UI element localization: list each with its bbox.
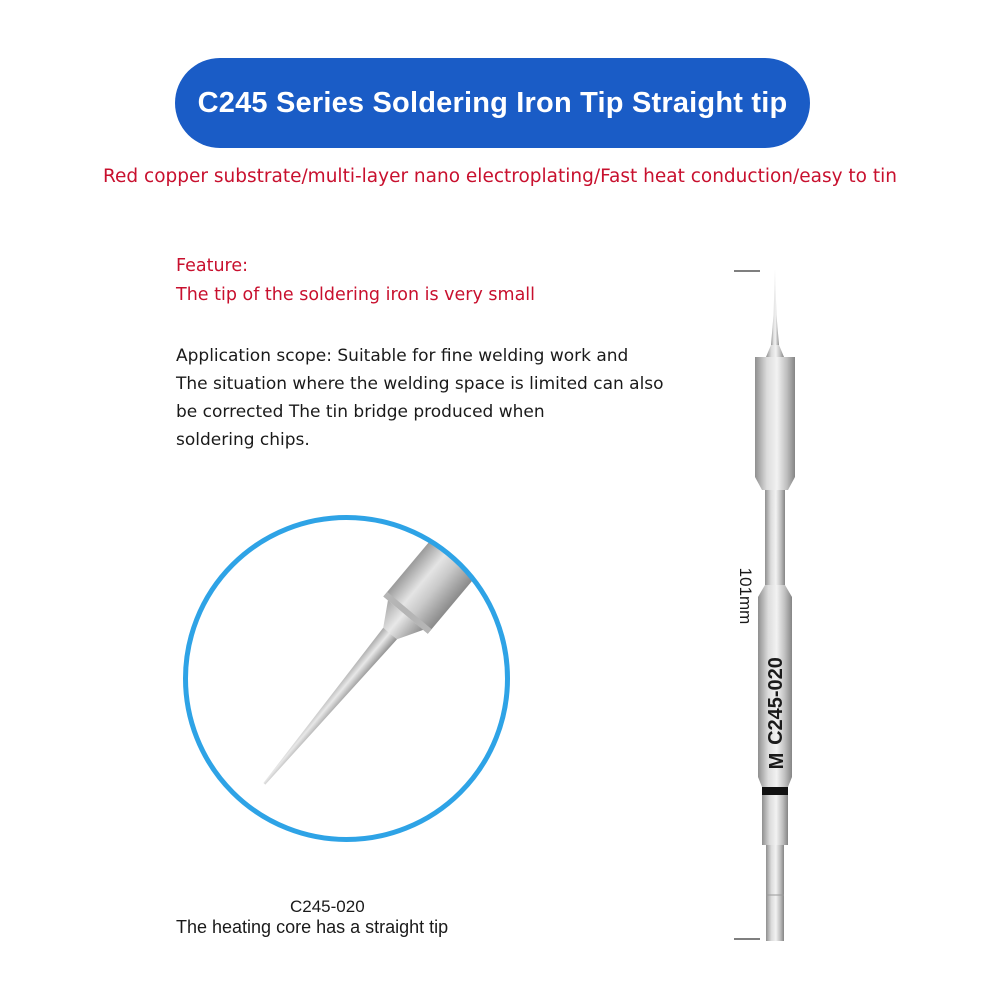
application-scope — [176, 342, 736, 454]
scope-line: Application scope: Suitable for fine welding work and — [176, 346, 629, 366]
banner-title: C245 Series Soldering Iron Tip Straight tip — [197, 86, 788, 119]
brand-logo: M — [766, 752, 788, 770]
title-banner — [175, 58, 810, 148]
tip-closeup-image — [180, 512, 513, 845]
model-caption: C245-020 — [290, 897, 365, 916]
length-label: 101mm — [736, 567, 755, 625]
heating-core-caption: The heating core has a straight tip — [176, 917, 449, 937]
scope-line: be corrected The tin bridge produced when — [176, 402, 545, 422]
tip-closeup-illustration — [180, 512, 513, 845]
scope-line: soldering chips. — [176, 430, 310, 450]
engraved-model: C245-020 — [765, 657, 787, 745]
feature-heading: Feature: — [176, 256, 249, 276]
subtitle: Red copper substrate/multi-layer nano electroplating/Fast heat conduction/easy to tin — [103, 166, 897, 187]
feature-text: The tip of the soldering iron is very small — [176, 285, 536, 305]
scope-line: The situation where the welding space is limited can also — [176, 374, 664, 394]
